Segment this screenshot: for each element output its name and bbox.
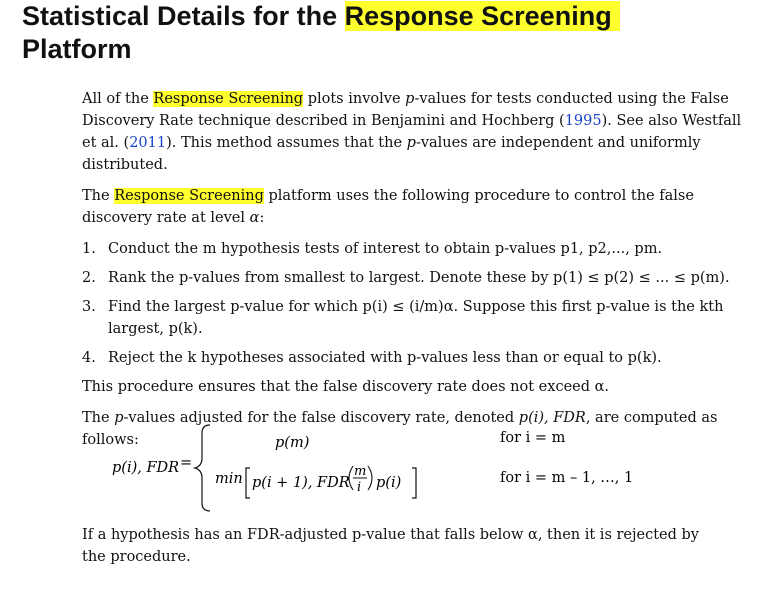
step-number: 2.	[82, 270, 96, 286]
text: -values for tests conducted using the False Discovery Rate technique described in Benjamini and Hochberg (	[82, 91, 729, 129]
case2-term1: p(i + 1), FDR	[252, 475, 350, 491]
title-text-2: Platform	[22, 34, 132, 64]
step-3	[82, 296, 754, 340]
title-highlight: Response Screening	[345, 1, 620, 31]
text: plots involve	[303, 91, 406, 107]
frac-denominator: i	[357, 480, 362, 495]
step-text: Find the largest p-value for which p(i) ≤ (i/m)α. Suppose this first p-value is the kth largest, p(k).	[108, 299, 724, 337]
title-text: Statistical Details for the	[22, 1, 345, 31]
case2-condition: for i = m – 1, …, 1	[500, 470, 634, 486]
step-2	[82, 267, 754, 289]
procedure-paragraph	[82, 185, 754, 229]
case2-term2: p(i)	[376, 475, 402, 491]
formula-svg	[110, 420, 670, 520]
step-number: 4.	[82, 350, 96, 366]
step-4	[82, 347, 754, 369]
step-number: 3.	[82, 299, 96, 315]
case1-expr: p(m)	[275, 435, 310, 451]
procedure-steps	[82, 238, 754, 369]
fdr-formula	[110, 420, 670, 520]
math-var: p	[405, 91, 415, 107]
citation-link-1995[interactable]: 1995	[564, 113, 602, 129]
text: -values adjusted for the false discovery rate, denoted	[123, 410, 519, 426]
right-bracket	[412, 468, 416, 498]
frac-numerator: m	[354, 464, 367, 479]
text: The	[82, 188, 115, 204]
case1-condition: for i = m	[500, 430, 566, 446]
content-body	[82, 88, 754, 460]
math-var: p	[114, 410, 124, 426]
highlight-response-screening: Response Screening	[114, 188, 264, 204]
step-text: Rank the p-values from smallest to largest. Denote these by p(1) ≤ p(2) ≤ ... ≤ p(m).	[108, 270, 730, 286]
math-alpha: α	[249, 210, 260, 226]
text: ). See also Westfall et al. (	[82, 113, 742, 151]
left-bracket	[246, 468, 250, 498]
intro-paragraph	[82, 88, 754, 176]
text: All of the	[82, 91, 154, 107]
math-var: p	[406, 135, 416, 151]
text: The	[82, 410, 115, 426]
formula-equals: =	[180, 455, 193, 471]
text: , are computed as follows:	[82, 410, 718, 448]
right-paren	[368, 466, 372, 490]
formula-lhs: p(i), FDR	[112, 460, 180, 476]
text: :	[259, 210, 265, 226]
step-text: Conduct the m hypothesis tests of interest to obtain p-values p1, p2,..., pm.	[108, 241, 663, 257]
fdr-statement: This procedure ensures that the false discovery rate does not exceed α.	[82, 379, 610, 395]
citation-link-2011[interactable]: 2011	[129, 135, 167, 151]
step-text: Reject the k hypotheses associated with p-values less than or equal to p(k).	[108, 350, 662, 366]
text: -values are independent and uniformly distributed.	[82, 135, 701, 173]
rejection-statement: If a hypothesis has an FDR-adjusted p-value that falls below α, then it is rejected by the procedure.	[82, 527, 699, 565]
left-brace	[195, 425, 210, 511]
step-number: 1.	[82, 241, 96, 257]
text: platform uses the following procedure to control the false discovery rate at level	[82, 188, 694, 226]
case2-min: min	[215, 471, 243, 487]
text: ). This method assumes that the	[166, 135, 407, 151]
math-p-fdr: p(i), FDR	[518, 410, 586, 426]
step-1	[82, 238, 754, 260]
page-title	[22, 0, 762, 66]
highlight-response-screening: Response Screening	[153, 91, 304, 107]
